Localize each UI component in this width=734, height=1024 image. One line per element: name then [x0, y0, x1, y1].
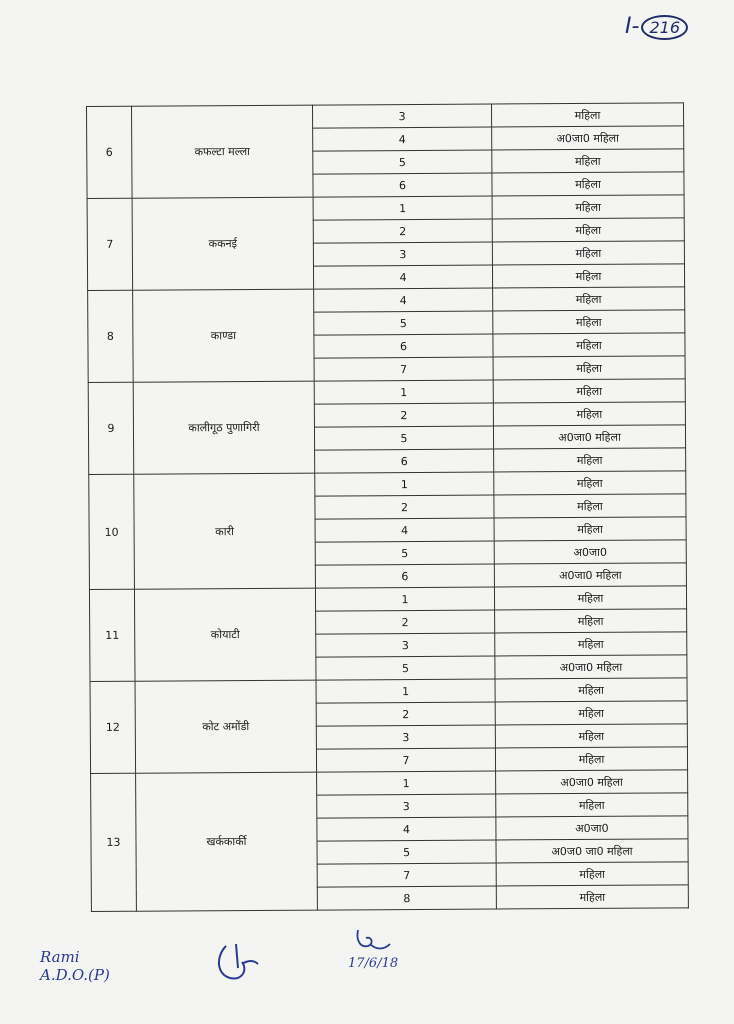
reservation-category-cell: महिला — [496, 885, 688, 909]
reservation-category-cell: महिला — [494, 448, 686, 472]
ward-number-cell: 4 — [313, 265, 492, 289]
reservation-category-cell: महिला — [494, 517, 686, 541]
reservation-category-cell: महिला — [492, 149, 684, 173]
reservation-table — [86, 102, 689, 912]
ado-signature-title: A.D.O.(P) — [40, 966, 110, 984]
reservation-category-cell: महिला — [492, 172, 684, 196]
reservation-category-cell: अ0जा0 महिला — [496, 770, 688, 794]
ward-number-cell: 5 — [313, 150, 492, 174]
gram-panchayat-name-cell: कोयाटी — [134, 588, 316, 681]
ward-number-cell: 3 — [316, 725, 495, 749]
reservation-category-cell: महिला — [495, 724, 687, 748]
gram-panchayat-name-cell: कोट अमोंडी — [135, 680, 317, 773]
gram-panchayat-name-cell: काण्डा — [133, 289, 315, 382]
ward-number-cell: 3 — [317, 794, 496, 818]
reservation-category-cell: महिला — [491, 103, 683, 127]
serial-number-cell: 6 — [87, 106, 133, 198]
ward-number-cell: 7 — [314, 357, 493, 381]
ward-number-cell: 5 — [314, 311, 493, 335]
reservation-category-cell: महिला — [492, 195, 684, 219]
reservation-category-cell: महिला — [495, 609, 687, 633]
gram-panchayat-name-cell: खर्ककार्की — [136, 772, 318, 911]
ward-number-cell: 5 — [315, 541, 494, 565]
page-ref-number: 216 — [641, 15, 688, 40]
reservation-category-cell: महिला — [495, 632, 687, 656]
reservation-category-cell: महिला — [492, 218, 684, 242]
ward-number-cell: 1 — [315, 472, 494, 496]
ward-number-cell: 8 — [317, 886, 496, 910]
reservation-category-cell: महिला — [494, 494, 686, 518]
reservation-category-cell: महिला — [493, 287, 685, 311]
reservation-category-cell: अ0जा0 — [494, 540, 686, 564]
ward-number-cell: 2 — [313, 219, 492, 243]
ward-number-cell: 2 — [316, 702, 495, 726]
ward-number-cell: 1 — [313, 196, 492, 220]
reservation-category-cell: महिला — [496, 793, 688, 817]
reservation-category-cell: महिला — [495, 678, 687, 702]
ward-number-cell: 1 — [317, 771, 496, 795]
serial-number-cell: 11 — [89, 589, 135, 681]
initial-signature-mark — [212, 938, 262, 984]
serial-number-cell: 10 — [89, 474, 135, 589]
ward-number-cell: 1 — [316, 679, 495, 703]
reservation-table-body — [87, 103, 689, 912]
gram-panchayat-name-cell: कफल्टा मल्ला — [132, 105, 314, 198]
ward-number-cell: 3 — [312, 104, 491, 128]
reservation-category-cell: महिला — [494, 586, 686, 610]
ward-number-cell: 3 — [313, 242, 492, 266]
reservation-category-cell: महिला — [493, 379, 685, 403]
ward-number-cell: 4 — [314, 288, 493, 312]
ward-number-cell: 4 — [317, 817, 496, 841]
page-ref-prefix: I- — [625, 14, 640, 39]
reservation-category-cell: महिला — [493, 356, 685, 380]
reservation-category-cell: महिला — [494, 471, 686, 495]
ward-number-cell: 4 — [315, 518, 494, 542]
reservation-category-cell: अ0जा0 महिला — [495, 655, 687, 679]
reservation-category-cell: अ0जा0 — [496, 816, 688, 840]
ado-signature — [40, 948, 110, 984]
gram-panchayat-name-cell: कारी — [134, 473, 316, 589]
reservation-category-cell: महिला — [495, 747, 687, 771]
ward-number-cell: 2 — [316, 610, 495, 634]
reservation-category-cell: महिला — [496, 862, 688, 886]
serial-number-cell: 12 — [90, 681, 136, 773]
reservation-category-cell: महिला — [493, 402, 685, 426]
ward-number-cell: 1 — [314, 380, 493, 404]
ward-number-cell: 6 — [315, 449, 494, 473]
dated-signature — [348, 926, 398, 984]
serial-number-cell: 13 — [91, 773, 137, 911]
ward-number-cell: 6 — [313, 173, 492, 197]
serial-number-cell: 7 — [87, 198, 133, 290]
signature-date: 17/6/18 — [348, 956, 399, 971]
ward-number-cell: 3 — [316, 633, 495, 657]
reservation-category-cell: महिला — [495, 701, 687, 725]
dated-signature-mark — [348, 926, 398, 956]
reservation-category-cell: महिला — [492, 241, 684, 265]
reservation-category-cell: महिला — [493, 333, 685, 357]
reservation-category-cell: महिला — [493, 310, 685, 334]
reservation-category-cell: अ0जा0 महिला — [494, 563, 686, 587]
gram-panchayat-name-cell: ककनई — [132, 197, 314, 290]
serial-number-cell: 9 — [88, 382, 134, 474]
ward-number-cell: 5 — [317, 840, 496, 864]
reservation-category-cell: अ0जा0 महिला — [492, 126, 684, 150]
ward-number-cell: 6 — [314, 334, 493, 358]
ward-number-cell: 5 — [316, 656, 495, 680]
ado-signature-name: Rami — [40, 948, 80, 966]
reservation-category-cell: महिला — [492, 264, 684, 288]
ward-number-cell: 7 — [316, 748, 495, 772]
reservation-category-cell: अ0ज0 जा0 महिला — [496, 839, 688, 863]
ward-number-cell: 5 — [314, 426, 493, 450]
reservation-category-cell: अ0जा0 महिला — [493, 425, 685, 449]
page-reference — [625, 14, 688, 40]
ward-number-cell: 2 — [314, 403, 493, 427]
gram-panchayat-name-cell: कालीगूठ पुणागिरी — [133, 381, 315, 474]
ward-number-cell: 2 — [315, 495, 494, 519]
ward-number-cell: 1 — [315, 587, 494, 611]
ward-number-cell: 4 — [313, 127, 492, 151]
ward-number-cell: 6 — [315, 564, 494, 588]
serial-number-cell: 8 — [88, 290, 134, 382]
ward-number-cell: 7 — [317, 863, 496, 887]
